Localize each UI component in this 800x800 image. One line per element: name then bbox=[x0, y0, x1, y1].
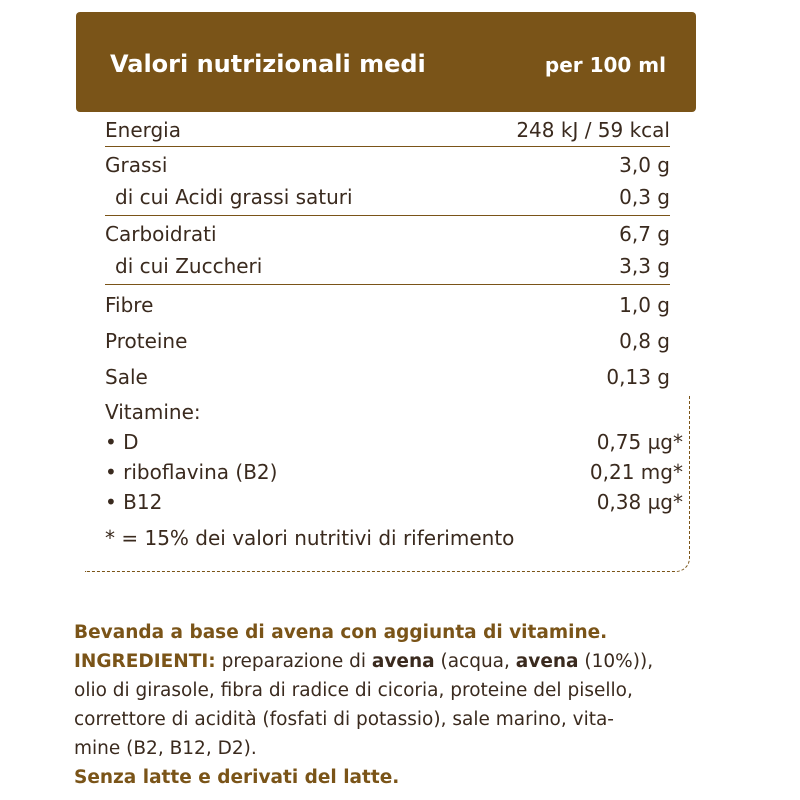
row-value: 1,0 g bbox=[619, 293, 670, 317]
nutrition-table bbox=[105, 114, 670, 397]
row-value: 3,3 g bbox=[619, 254, 670, 278]
carbohydrate-group bbox=[105, 216, 670, 285]
vitamins-heading bbox=[105, 397, 683, 427]
vitamin-row bbox=[105, 457, 683, 487]
row-label: Fibre bbox=[105, 293, 154, 317]
ingredients-label: INGREDIENTI: bbox=[74, 651, 216, 672]
vitamin-label: • B12 bbox=[105, 490, 163, 514]
table-row bbox=[105, 114, 670, 146]
row-value: 0,3 g bbox=[619, 185, 670, 209]
ingredients-line: correttore di acidità (fosfati di potassio), sale marino, vita- bbox=[74, 709, 614, 730]
table-row bbox=[105, 287, 670, 323]
vitamin-row bbox=[105, 427, 683, 457]
row-value: 3,0 g bbox=[619, 153, 670, 177]
other-nutrients-group bbox=[105, 285, 670, 397]
vitamins-heading-text: Vitamine: bbox=[105, 400, 201, 424]
table-row bbox=[105, 149, 670, 181]
ingredients-text: (10%)), bbox=[578, 651, 654, 672]
ingredients-line bbox=[74, 647, 734, 676]
row-value: 0,13 g bbox=[606, 365, 670, 389]
ingredients-text: (acqua, bbox=[434, 651, 516, 672]
dairy-free-statement: Senza latte e derivati del latte. bbox=[74, 767, 400, 788]
row-label: Sale bbox=[105, 365, 148, 389]
vitamin-row bbox=[105, 487, 683, 517]
row-value: 248 kJ / 59 kcal bbox=[516, 118, 670, 142]
row-value: 6,7 g bbox=[619, 222, 670, 246]
per-unit-label: per 100 ml bbox=[544, 53, 666, 77]
ingredients-line: mine (B2, B12, D2). bbox=[74, 738, 257, 759]
ingredients-block bbox=[74, 618, 734, 792]
product-description: Bevanda a base di avena con aggiunta di vitamine. bbox=[74, 622, 608, 643]
vitamin-value: 0,38 µg* bbox=[596, 490, 683, 514]
row-label: Energia bbox=[105, 118, 181, 142]
header-banner bbox=[76, 12, 696, 112]
row-label: Proteine bbox=[105, 329, 188, 353]
ingredients-text: preparazione di bbox=[215, 651, 372, 672]
vitamins-section bbox=[105, 397, 683, 553]
table-row bbox=[105, 323, 670, 359]
energy-group bbox=[105, 114, 670, 147]
vitamin-value: 0,21 mg* bbox=[589, 460, 683, 484]
table-row bbox=[105, 181, 670, 213]
table-row bbox=[105, 359, 670, 395]
table-title: Valori nutrizionali medi bbox=[110, 50, 426, 78]
allergen-text: avena bbox=[515, 651, 579, 672]
vitamin-label: • D bbox=[105, 430, 139, 454]
ingredients-line: olio di girasole, fibra di radice di cicoria, proteine del pisello, bbox=[74, 680, 633, 701]
table-row bbox=[105, 218, 670, 250]
table-row bbox=[105, 250, 670, 282]
row-value: 0,8 g bbox=[619, 329, 670, 353]
vitamin-value: 0,75 µg* bbox=[596, 430, 683, 454]
vitamin-label: • riboflavina (B2) bbox=[105, 460, 278, 484]
row-label: di cui Acidi grassi saturi bbox=[115, 185, 353, 209]
fat-group bbox=[105, 147, 670, 216]
row-label: Grassi bbox=[105, 153, 168, 177]
row-label: di cui Zuccheri bbox=[115, 254, 263, 278]
reference-note: * = 15% dei valori nutritivi di riferimento bbox=[105, 526, 515, 550]
allergen-text: avena bbox=[371, 651, 435, 672]
row-label: Carboidrati bbox=[105, 222, 217, 246]
